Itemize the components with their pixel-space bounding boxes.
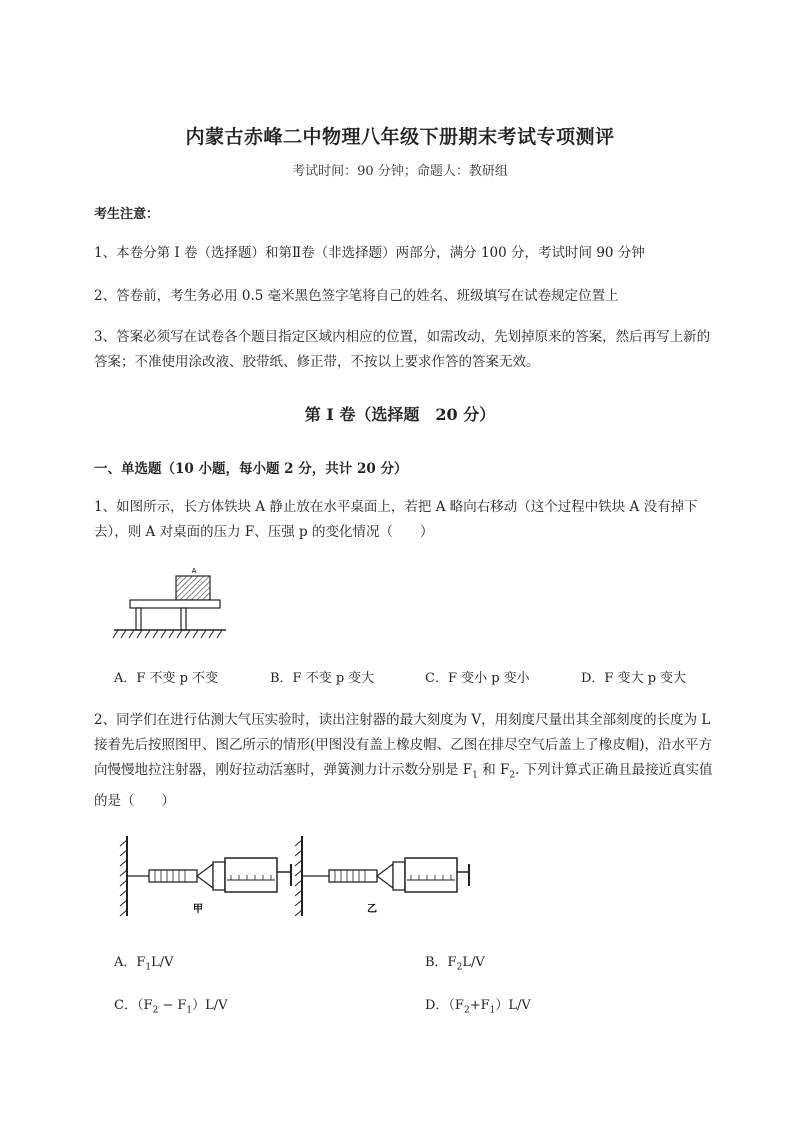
exam-subtitle: 考试时间：90 分钟；命题人：教研组 — [292, 164, 508, 179]
setup-yi — [295, 836, 469, 916]
page-title: 内蒙古赤峰二中物理八年级下册期末考试专项测评 — [185, 126, 615, 148]
notice-item-1: 1、本卷分第 I 卷（选择题）和第Ⅱ卷（非选择题）两部分，满分 100 分，考试时间 90 分钟 — [94, 245, 645, 261]
question-1-figure — [110, 562, 230, 642]
table-top — [130, 600, 220, 608]
question-2-figure — [115, 832, 477, 920]
q1-option-b[interactable]: B．F 不变 p 变大 — [270, 671, 375, 686]
q2-option-a[interactable]: A．$F_1L/V$ — [114, 955, 174, 973]
q1-option-a[interactable]: A．F 不变 p 不变 — [114, 671, 219, 686]
block-label: A — [191, 567, 197, 575]
part-heading: 一、单选题（10 小题，每小题 2 分，共计 20 分） — [94, 461, 408, 477]
table-leg-left — [136, 608, 141, 630]
question-1-stem: 1、如图所示，长方体铁块 A 静止放在水平桌面上，若把 A 略向右移动（这个过程中铁块 A 没有掉下去），则 A 对桌面的压力 F、压强 p 的变化情况（ ） — [94, 499, 698, 540]
table-leg-right — [181, 608, 186, 630]
label-jia: 甲 — [193, 904, 203, 915]
q2-option-d[interactable]: D．$(F_2+F_1)L/V$ — [425, 998, 531, 1016]
setup-jia — [120, 836, 291, 916]
notice-item-3: 3、答案必须写在试卷各个题目指定区域内相应的位置，如需改动，先划掉原来的答案，然后再写上新的答案；不准使用涂改液、胶带纸、修正带，不按以上要求作答的答案无效。 — [94, 329, 711, 370]
label-yi: 乙 — [367, 904, 377, 915]
notice-item-2: 2、答卷前，考生务必用 0.5 毫米黑色签字笔将自己的姓名、班级填写在试卷规定位置上 — [94, 288, 619, 304]
q1-option-c[interactable]: C．F 变小 p 变小 — [425, 671, 530, 686]
q1-option-d[interactable]: D．F 变大 p 变大 — [581, 671, 687, 686]
q2-option-b[interactable]: B．$F_2L/V$ — [425, 955, 485, 973]
iron-block-a — [176, 576, 210, 600]
question-2-stem: 2、同学们在进行估测大气压实验时，读出注射器的最大刻度为 V，用刻度尺量出其全部刻度的长度为 L 接着先后按照图甲、图乙所示的情形(甲图没有盖上橡皮帽、乙图在排尽空气后盖上了橡皮帽)，沿水平方向慢慢地拉注射器，刚好拉动活塞时，弹簧测力计示数分别是 $F_1$ 和 $F_2$. 下列计算式正确且最接近真实值的是（ ） — [94, 712, 713, 809]
section-title: 第 I 卷（选择题 20 分） — [304, 405, 496, 424]
notice-heading: 考生注意： — [94, 207, 160, 222]
q2-option-c[interactable]: C．$(F_2 - F_1)L/V$ — [114, 998, 228, 1016]
